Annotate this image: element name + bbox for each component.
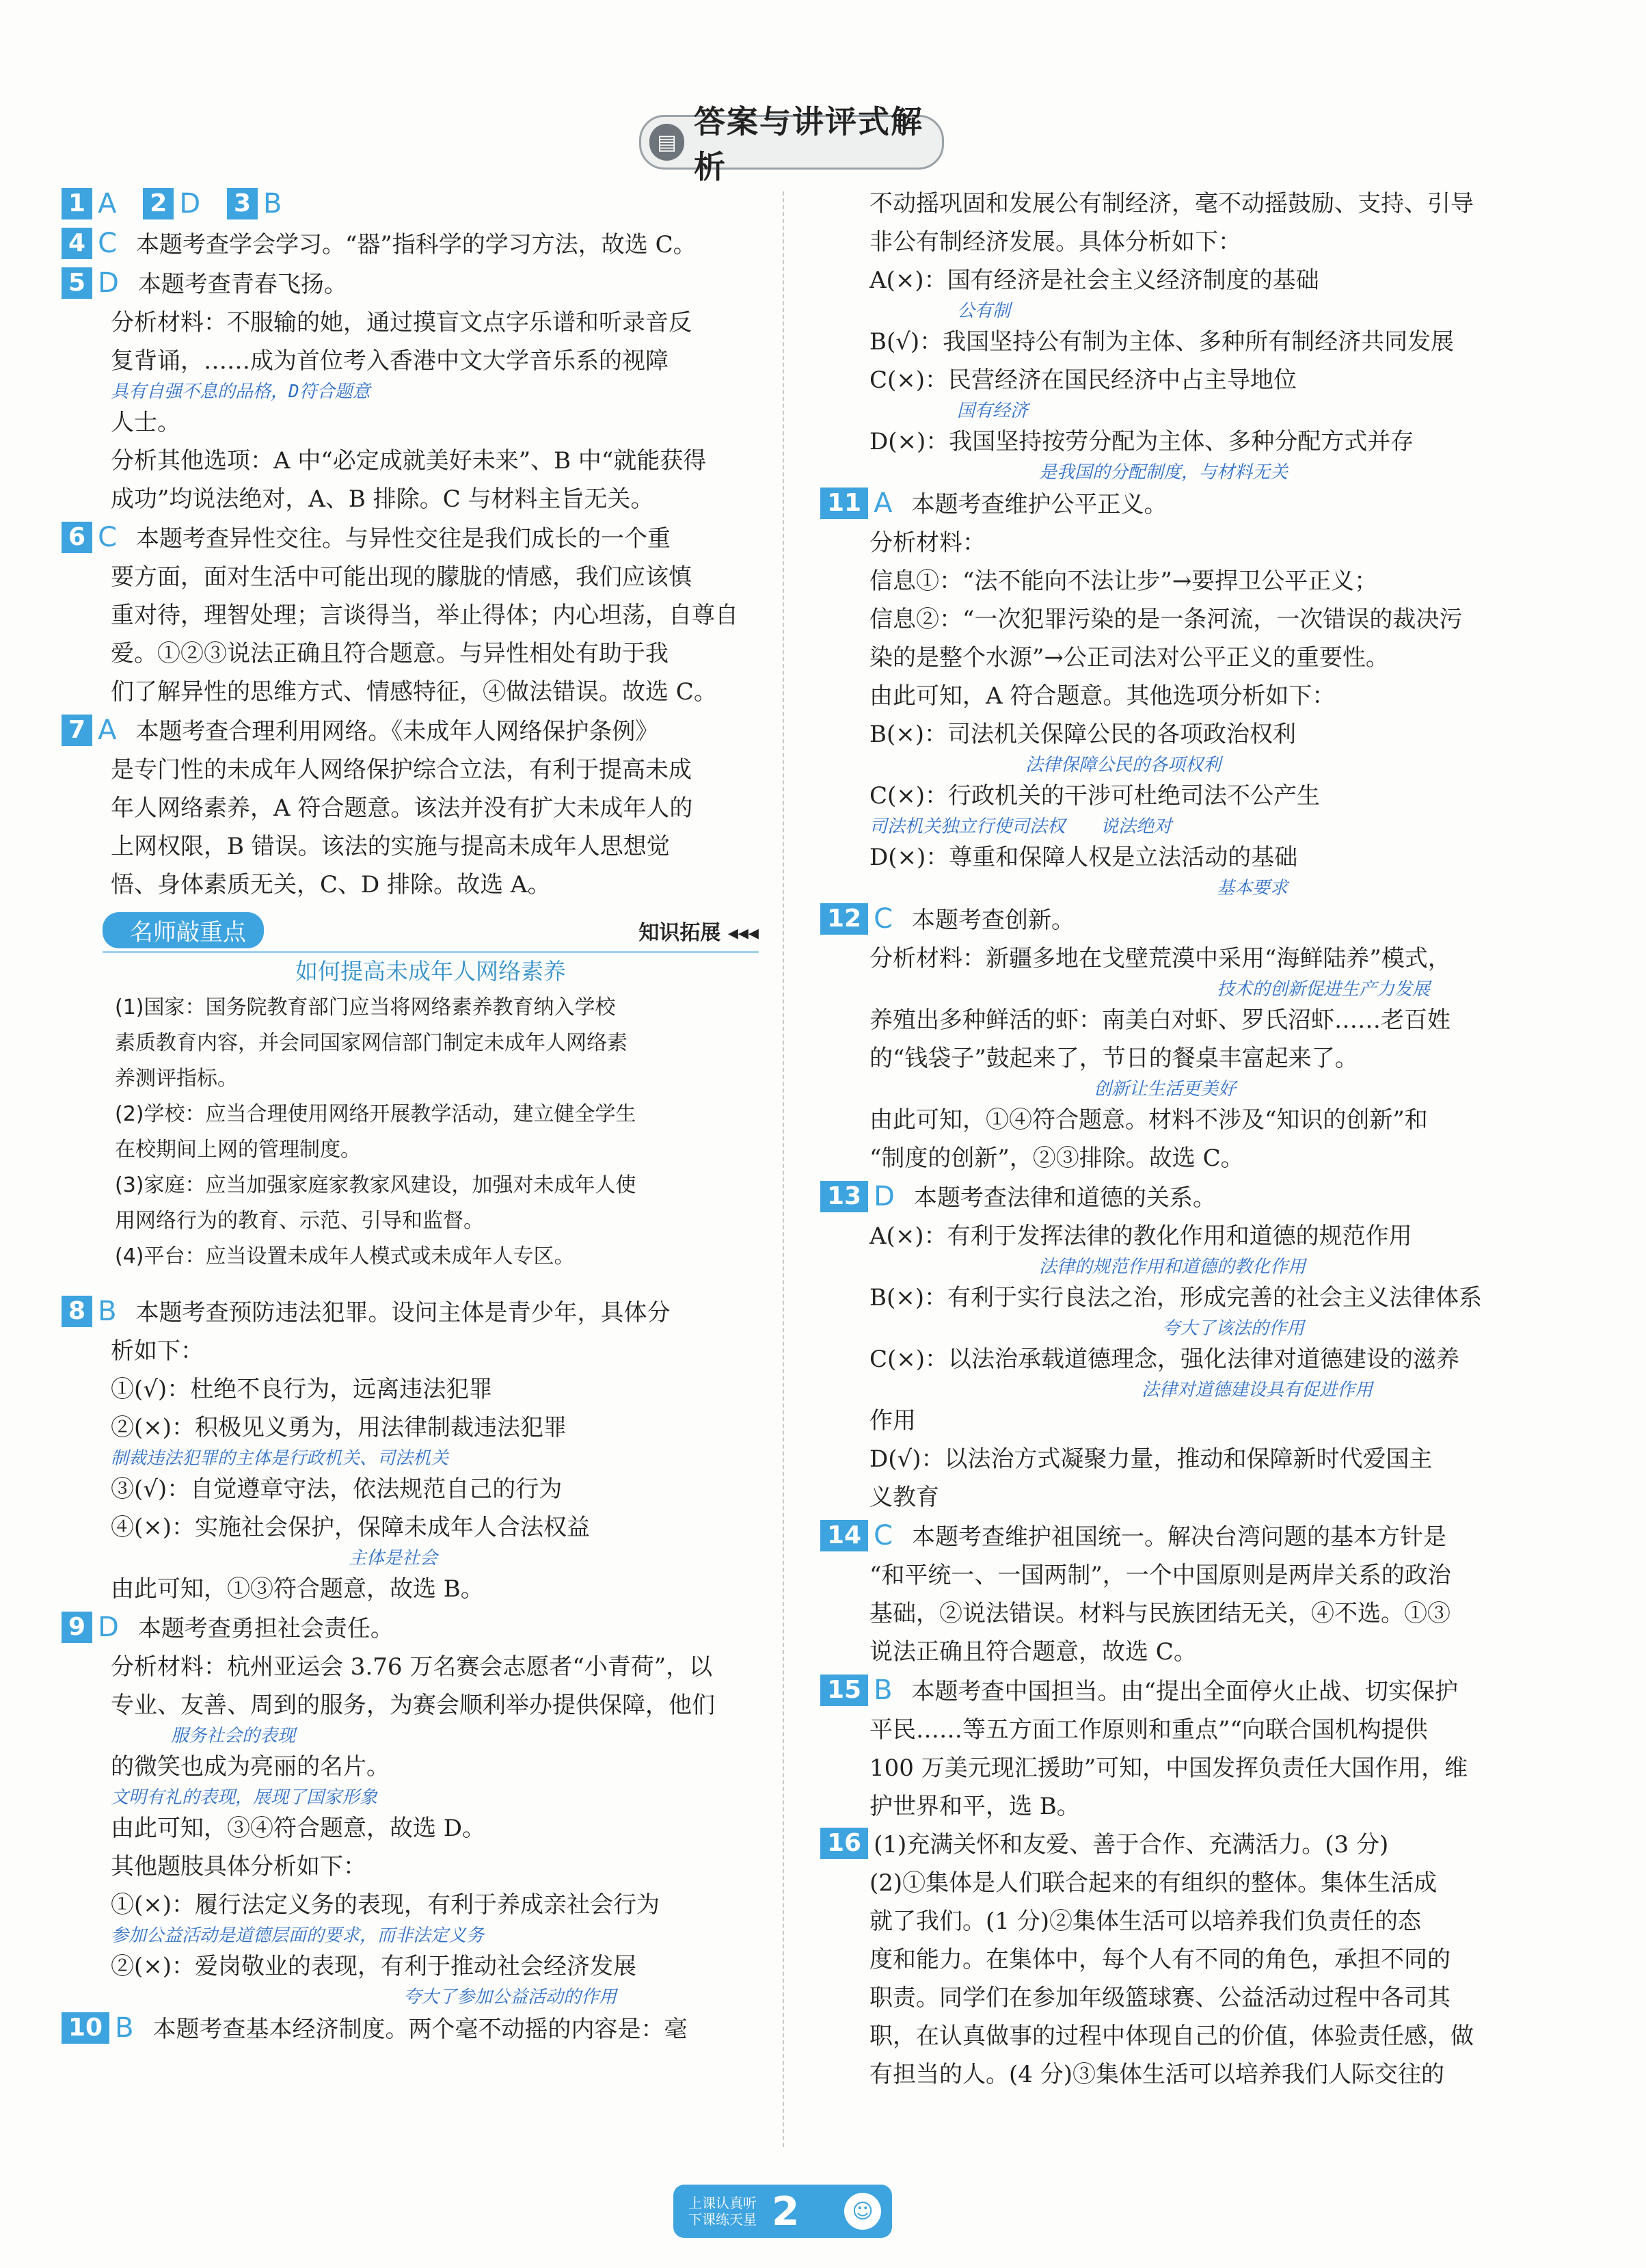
option-analysis: B(×)：有利于实行良法之治，形成完善的社会主义法律体系	[869, 1284, 1483, 1311]
option-analysis: C(×)：以法治承载道德理念，强化法律对道德建设的滋养	[869, 1346, 1460, 1373]
mascot-icon: ☺	[844, 2193, 881, 2230]
answer-letter: C	[98, 522, 117, 553]
option-analysis: ②(×)：爱岗敬业的表现，有利于推动社会经济发展	[111, 1953, 637, 1980]
question-number: 1	[62, 188, 92, 219]
explanation-line: 重对待，理智处理；言谈得当，举止得体；内心坦荡，自尊自	[111, 602, 738, 629]
option-analysis: ①(×)：履行法定义务的表现，有利于养成亲社会行为	[111, 1891, 660, 1919]
answer-letter: B	[115, 2012, 134, 2044]
option-analysis: A(×)：国有经济是社会主义经济制度的基础	[869, 267, 1319, 294]
question-number: 4	[62, 228, 92, 259]
option-analysis: A(×)：有利于发挥法律的教化作用和道德的规范作用	[869, 1223, 1412, 1250]
explanation-line: 本题考查中国担当。由“提出全面停火止战、切实保护	[911, 1678, 1458, 1705]
handwritten-note: 法律的规范作用和道德的教化作用	[1039, 1257, 1306, 1277]
answer-10-continued	[820, 185, 1511, 484]
explanation-line: 本题考查合理利用网络。《未成年人网络保护条例》	[135, 718, 659, 745]
answer-11	[820, 484, 1511, 900]
option-analysis: C(×)：行政机关的干涉可杜绝司法不公产生	[869, 782, 1321, 810]
explanation-line: “制度的创新”，②③排除。故选 C。	[869, 1145, 1244, 1172]
answer-letter: D	[179, 188, 201, 219]
answer-letter: D	[874, 1181, 895, 1212]
explanation-line: 基础，②说法错误。材料与民族团结无关，④不选。①③	[869, 1600, 1451, 1627]
explanation-line: 其他题肢具体分析如下：	[111, 1853, 366, 1880]
section-title: 答案与讲评式解析	[694, 103, 924, 185]
answer-1-3	[62, 185, 752, 224]
explanation-line: 本题考查创新。	[912, 907, 1075, 934]
answer-14	[820, 1517, 1511, 1671]
handwritten-note: 法律对道德建设具有促进作用	[1142, 1380, 1373, 1400]
knowledge-extension-label: 知识拓展 ◂◂◂	[638, 920, 759, 945]
explanation-line: 就了我们。(1 分)②集体生活可以培养我们负责任的态	[869, 1908, 1421, 1935]
explanation-line: 是专门性的未成年人网络保护综合立法，有利于提高未成	[111, 756, 692, 784]
explanation-line: 平民……等五方面工作原则和重点”“向联合国机构提供	[869, 1716, 1428, 1744]
explanation-line: 分析材料：新疆多地在戈壁荒漠中采用“海鲜陆养”模式，	[869, 945, 1451, 972]
handwritten-note: 是我国的分配制度，与材料无关	[1039, 462, 1289, 483]
explanation-text: 本题考查学会学习。“器”指科学的学习方法，故选 C。	[136, 231, 697, 258]
explanation-line: 染的是整个水源”→公正司法对公平正义的重要性。	[869, 644, 1389, 671]
explanation-line: 由此可知，③④符合题意，故选 D。	[111, 1815, 486, 1842]
handwritten-note: 国有经济	[957, 401, 1029, 421]
answer-5	[62, 264, 752, 518]
explanation-line: 分析材料：	[869, 529, 986, 557]
explanation-line: 信息②：“一次犯罪污染的是一条河流，一次错误的裁决污	[869, 606, 1463, 633]
answer-15	[820, 1671, 1511, 1826]
explanation-line: 有担当的人。(4 分)③集体生活可以培养我们人际交往的	[869, 2061, 1444, 2088]
option-analysis: B(×)：司法机关保障公民的各项政治权利	[869, 721, 1297, 748]
explanation-line: 上网权限，B 错误。该法的实施与提高未成年人思想觉	[111, 833, 670, 860]
option-analysis: 作用	[869, 1407, 916, 1435]
explanation-line: 要方面，面对生活中可能出现的朦胧的情感，我们应该慎	[111, 563, 692, 591]
box-item: 用网络行为的教育、示范、引导和监督。	[115, 1209, 484, 1233]
question-number: 3	[227, 188, 258, 219]
option-analysis: ②(×)：积极见义勇为，用法律制裁违法犯罪	[111, 1414, 567, 1441]
explanation-line: 爱。①②③说法正确且符合题意。与异性相处有助于我	[111, 640, 669, 667]
box-item: 素质教育内容，并会同国家网信部门制定未成年人网络素	[115, 1031, 628, 1055]
option-analysis: ①(√)：杜绝不良行为，远离违法犯罪	[111, 1376, 493, 1403]
handwritten-note: 服务社会的表现	[171, 1726, 296, 1746]
answer-7	[62, 711, 752, 904]
explanation-line: 本题考查异性交往。与异性交往是我们成长的一个重	[136, 525, 671, 552]
explanation-line: 悟、身体素质无关，C、D 排除。故选 A。	[111, 871, 551, 898]
box-item: (4)平台：应当设置未成年人模式或未成年人专区。	[115, 1244, 575, 1268]
explanation-line: 由此可知，①③符合题意，故选 B。	[111, 1575, 484, 1603]
book-icon: ▤	[649, 124, 684, 161]
answer-8	[62, 1292, 752, 1608]
box-item: (1)国家：国务院教育部门应当将网络素养教育纳入学校	[115, 996, 616, 1019]
handwritten-note: 司法机关独立行使司法权 说法绝对	[869, 816, 1172, 837]
answer-letter: A	[874, 488, 893, 519]
explanation-line: 专业、友善、周到的服务，为赛会顺利举办提供保障，他们	[111, 1692, 715, 1719]
explanation-line: 分析材料：杭州亚运会 3.76 万名赛会志愿者“小青荷”，以	[111, 1653, 713, 1681]
option-analysis: D(×)：我国坚持按劳分配为主体、多种分配方式并存	[869, 428, 1414, 455]
answer-letter: C	[98, 228, 117, 259]
explanation-line: 职责。同学们在参加年级篮球赛、公益活动过程中各司其	[869, 1984, 1451, 2012]
handwritten-note: 创新让生活更美好	[1094, 1079, 1237, 1099]
handwritten-note: 文明有礼的表现，展现了国家形象	[111, 1787, 378, 1808]
page-number: 2	[772, 2188, 800, 2234]
box-title: 如何提高未成年人网络素养	[295, 958, 566, 985]
handwritten-note: 基本要求	[1217, 878, 1289, 898]
slogan-line: 下课练天星	[688, 2211, 757, 2228]
key-points-tag: 名师敲重点	[103, 912, 264, 948]
answer-16	[820, 1826, 1511, 2094]
explanation-line: 由此可知，①④符合题意。材料不涉及“知识的创新”和	[869, 1106, 1428, 1134]
handwritten-note: 技术的创新促进生产力发展	[1217, 979, 1431, 1000]
explanation-line: 由此可知，A 符合题意。其他选项分析如下：	[869, 682, 1336, 710]
explanation-line: 们了解异性的思维方式、情感特征，④做法错误。故选 C。	[111, 678, 717, 706]
key-points-box	[103, 912, 759, 1275]
page-footer	[673, 2185, 892, 2238]
explanation-line: 说法正确且符合题意，故选 C。	[869, 1638, 1197, 1666]
question-number: 2	[143, 188, 174, 219]
question-number: 7	[62, 715, 92, 746]
handwritten-note: 夸大了该法的作用	[1162, 1318, 1305, 1339]
explanation-line: 信息①：“法不能向不法让步”→要捍卫公平正义；	[869, 568, 1378, 595]
handwritten-note: 参加公益活动是道德层面的要求，而非法定义务	[111, 1925, 485, 1946]
answer-10	[62, 2009, 752, 2049]
explanation-line: 本题考查维护祖国统一。解决台湾问题的基本方针是	[912, 1523, 1447, 1551]
explanation-line: 年人网络素养，A 符合题意。该法并没有扩大未成年人的	[111, 795, 693, 822]
handwritten-note: 夸大了参加公益活动的作用	[403, 1987, 617, 2007]
explanation-line: 100 万美元现汇援助”可知，中国发挥负责任大国作用，维	[869, 1755, 1468, 1782]
explanation-text: 本题考查青春飞扬。	[137, 271, 347, 298]
option-analysis: ③(√)：自觉遵章守法，依法规范自己的行为	[111, 1476, 563, 1503]
option-analysis: ④(×)：实施社会保护，保障未成年人合法权益	[111, 1514, 591, 1541]
explanation-line: 职，在认真做事的过程中体现自己的价值，体验责任感，做	[869, 2023, 1474, 2050]
explanation-line: 不动摇巩固和发展公有制经济，毫不动摇鼓励、支持、引导	[869, 190, 1474, 217]
answer-letter: A	[98, 715, 117, 746]
explanation-line: 的“钱袋子”鼓起来了，节日的餐桌丰富起来了。	[869, 1045, 1358, 1072]
box-item: 养测评指标。	[115, 1067, 238, 1091]
answer-13	[820, 1177, 1511, 1517]
answer-letter: A	[98, 188, 117, 219]
explanation-line: 本题考查预防违法犯罪。设问主体是青少年，具体分	[135, 1299, 671, 1326]
option-analysis: D(√)：以法治方式凝聚力量，推动和保障新时代爱国主	[869, 1445, 1433, 1473]
explanation-line: (1)充满关怀和友爱、善于合作、充满活力。(3 分)	[874, 1831, 1389, 1858]
left-column	[62, 185, 759, 2049]
explanation-line: 非公有制经济发展。具体分析如下：	[869, 228, 1241, 256]
explanation-line: 人士。	[111, 409, 180, 436]
option-analysis: 义教育	[869, 1484, 939, 1511]
question-number: 11	[820, 488, 868, 519]
answer-letter: B	[98, 1296, 117, 1327]
answer-letter: C	[874, 1520, 893, 1551]
footer-slogan	[688, 2195, 764, 2228]
column-divider	[783, 191, 784, 2147]
box-item: (2)学校：应当合理使用网络开展教学活动，建立健全学生	[115, 1102, 636, 1126]
explanation-line: 本题考查维护公平正义。	[911, 491, 1168, 518]
explanation-line: 分析材料：不服输的她，通过摸盲文点字乐谱和听录音反	[111, 309, 692, 336]
explanation-line: 成功”均说法绝对，A、B 排除。C 与材料主旨无关。	[111, 485, 654, 513]
question-number: 10	[62, 2012, 109, 2044]
explanation-line: “和平统一、一国两制”，一个中国原则是两岸关系的政治	[869, 1562, 1451, 1589]
answer-12	[820, 900, 1511, 1177]
question-number: 16	[820, 1828, 868, 1859]
right-column	[820, 185, 1511, 2094]
question-number: 8	[62, 1296, 92, 1327]
question-number: 5	[62, 267, 92, 299]
handwritten-note: 主体是社会	[349, 1548, 438, 1569]
explanation-line: 度和能力。在集体中，每个人有不同的角色，承担不同的	[869, 1946, 1451, 1973]
section-header	[639, 103, 944, 185]
explanation-line: 复背诵，……成为首位考入香港中文大学音乐系的视障	[111, 347, 669, 375]
answer-letter: C	[874, 903, 893, 935]
handwritten-note: 公有制	[957, 301, 1011, 321]
answer-letter: B	[263, 188, 282, 219]
explanation-line: 的微笑也成为亮丽的名片。	[111, 1753, 390, 1780]
answer-6	[62, 518, 752, 711]
question-number: 12	[820, 903, 868, 935]
answer-letter: D	[98, 267, 119, 299]
explanation-line: 析如下：	[111, 1337, 204, 1365]
answer-letter: B	[874, 1675, 893, 1706]
answer-4	[62, 224, 752, 264]
option-analysis: D(×)：尊重和保障人权是立法活动的基础	[869, 844, 1298, 871]
explanation-line: 护世界和平，选 B。	[869, 1793, 1080, 1820]
explanation-line: 本题考查基本经济制度。两个毫不动摇的内容是：毫	[152, 2016, 688, 2043]
slogan-line: 上课认真听	[688, 2195, 757, 2211]
answer-letter: D	[98, 1612, 119, 1643]
handwritten-note: 法律保障公民的各项权利	[1025, 755, 1222, 775]
handwritten-note: 具有自强不息的品格，D符合题意	[111, 382, 370, 402]
box-item: 在校期间上网的管理制度。	[115, 1138, 361, 1162]
question-number: 15	[820, 1675, 868, 1706]
question-number: 6	[62, 522, 92, 553]
answer-9	[62, 1608, 752, 2009]
question-number: 14	[820, 1520, 868, 1551]
option-analysis: C(×)：民营经济在国民经济中占主导地位	[869, 366, 1297, 394]
explanation-line: 本题考查法律和道德的关系。	[913, 1184, 1216, 1212]
explanation-line: 本题考查勇担社会责任。	[137, 1615, 394, 1642]
explanation-line: 养殖出多种鲜活的虾：南美白对虾、罗氏沼虾……老百姓	[869, 1006, 1451, 1034]
box-item: (3)家庭：应当加强家庭家教家风建设，加强对未成年人使	[115, 1173, 636, 1197]
option-analysis: B(√)：我国坚持公有制为主体、多种所有制经济共同发展	[869, 328, 1455, 356]
explanation-line: (2)①集体是人们联合起来的有组织的整体。集体生活成	[869, 1869, 1438, 1897]
explanation-line: 分析其他选项：A 中“必定成就美好未来”、B 中“就能获得	[111, 447, 707, 475]
question-number: 9	[62, 1612, 92, 1643]
handwritten-note: 制裁违法犯罪的主体是行政机关、司法机关	[111, 1448, 449, 1469]
question-number: 13	[820, 1181, 868, 1212]
